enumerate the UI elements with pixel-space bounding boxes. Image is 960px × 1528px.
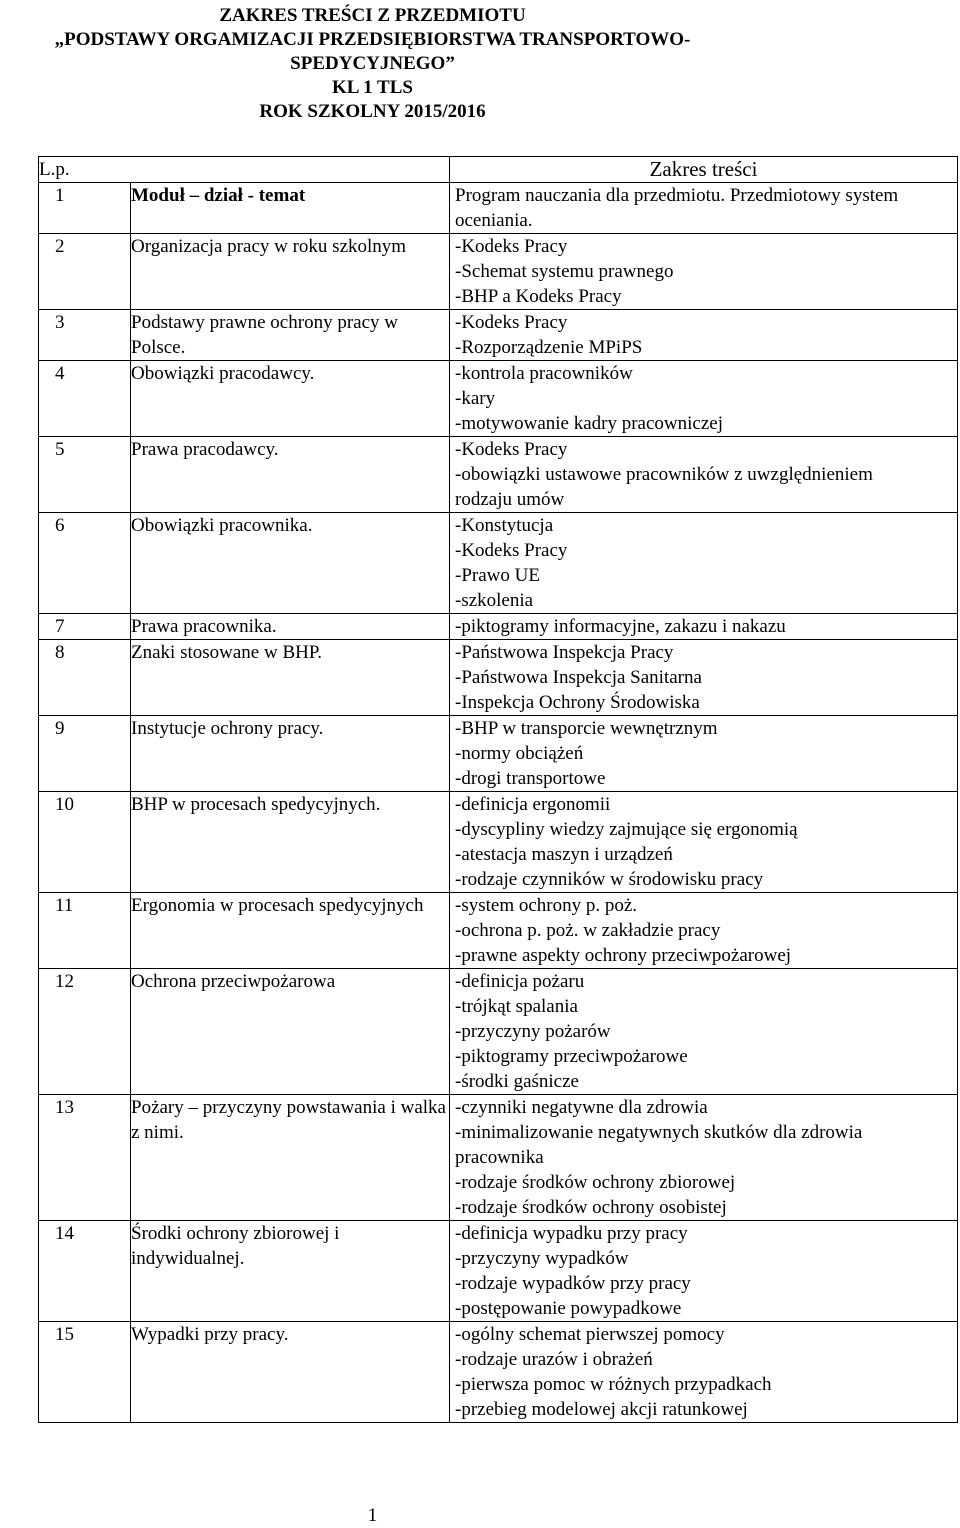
row-number: 4 (39, 361, 131, 437)
table-row (39, 1221, 958, 1322)
row-number: 11 (39, 893, 131, 969)
row-topic: Organizacja pracy w roku szkolnym (131, 236, 407, 257)
content-table (38, 156, 958, 1423)
description-line: -rodzaje środków ochrony zbiorowej (455, 1172, 736, 1193)
row-topic: Podstawy prawne ochrony pracy w Polsce. (131, 312, 398, 358)
column-header-lp-label: L.p. (39, 159, 70, 180)
row-topic-cell (131, 361, 450, 437)
description-line: -system ochrony p. poż. (455, 895, 638, 916)
table-row (39, 716, 958, 792)
description-line: -Rozporządzenie MPiPS (455, 337, 643, 358)
description-line: -pierwsza pomoc w różnych przypadkach (455, 1374, 772, 1395)
header-line-2: „PODSTAWY ORGAMIZACJI PRZEDSIĘBIORSTWA TRANSPORTOWO- (54, 29, 691, 50)
column-header-lp (39, 157, 450, 183)
table-row (39, 614, 958, 640)
row-topic-cell (131, 234, 450, 310)
row-topic-cell (131, 1322, 450, 1423)
row-description (450, 969, 958, 1095)
row-description (450, 437, 958, 513)
row-description (450, 513, 958, 614)
table-row (39, 1322, 958, 1423)
row-number: 5 (39, 437, 131, 513)
column-header-scope (450, 157, 958, 183)
description-line: -postępowanie powypadkowe (455, 1298, 682, 1319)
description-line: -dyscypliny wiedzy zajmujące się ergonomią (455, 819, 798, 840)
row-topic: Prawa pracownika. (131, 616, 277, 637)
row-topic-cell (131, 640, 450, 716)
description-line: -Państwowa Inspekcja Pracy (455, 642, 674, 663)
row-number: 9 (39, 716, 131, 792)
table-row (39, 234, 958, 310)
header-line-4: KL 1 TLS (332, 77, 413, 98)
row-topic-cell (131, 310, 450, 361)
row-description (450, 792, 958, 893)
header-line-5: ROK SZKOLNY 2015/2016 (259, 101, 486, 122)
row-topic: Prawa pracodawcy. (131, 439, 279, 460)
description-line: -definicja ergonomii (455, 794, 611, 815)
description-line: -kary (455, 388, 496, 409)
row-topic: Pożary – przyczyny powstawania i walka z nimi. (131, 1097, 446, 1143)
row-topic: Obowiązki pracodawcy. (131, 363, 315, 384)
description-line: -Kodeks Pracy (455, 312, 568, 333)
row-topic: Obowiązki pracownika. (131, 515, 313, 536)
row-number: 12 (39, 969, 131, 1095)
row-number: 7 (39, 614, 131, 640)
row-number: 6 (39, 513, 131, 614)
table-row (39, 640, 958, 716)
description-line: -Państwowa Inspekcja Sanitarna (455, 667, 702, 688)
table-row (39, 183, 958, 234)
table-row (39, 513, 958, 614)
header-line-3: SPEDYCYJNEGO” (290, 53, 455, 74)
row-number: 13 (39, 1095, 131, 1221)
description-line: -definicja pożaru (455, 971, 585, 992)
row-description (450, 1221, 958, 1322)
description-line: -prawne aspekty ochrony przeciwpożarowej (455, 945, 792, 966)
row-description (450, 640, 958, 716)
description-line: -rodzaje czynników w środowisku pracy (455, 869, 764, 890)
description-line: -atestacja maszyn i urządzeń (455, 844, 673, 865)
row-topic: Wypadki przy pracy. (131, 1324, 289, 1345)
table-row (39, 969, 958, 1095)
description-line: -przyczyny pożarów (455, 1021, 611, 1042)
row-description (450, 234, 958, 310)
description-line: -piktogramy przeciwpożarowe (455, 1046, 688, 1067)
table-row (39, 792, 958, 893)
description-line: -ochrona p. poż. w zakładzie pracy (455, 920, 721, 941)
description-line: -BHP w transporcie wewnętrznym (455, 718, 718, 739)
description-line: -obowiązki ustawowe pracowników z uwzględnieniem (455, 464, 873, 485)
row-description (450, 1095, 958, 1221)
row-topic-cell (131, 1095, 450, 1221)
description-line: -Inspekcja Ochrony Środowiska (455, 692, 700, 713)
description-line: rodzaju umów (455, 489, 565, 510)
description-line: -szkolenia (455, 590, 534, 611)
description-line: -środki gaśnicze (455, 1071, 579, 1092)
description-line: -Kodeks Pracy (455, 540, 568, 561)
description-line: oceniania. (455, 210, 533, 231)
description-line: -ogólny schemat pierwszej pomocy (455, 1324, 725, 1345)
row-number: 15 (39, 1322, 131, 1423)
description-line: -Konstytucja (455, 515, 554, 536)
description-line: -rodzaje urazów i obrażeń (455, 1349, 653, 1370)
table-row (39, 893, 958, 969)
description-line: -BHP a Kodeks Pracy (455, 286, 622, 307)
description-line: -minimalizowanie negatywnych skutków dla zdrowia (455, 1122, 863, 1143)
row-number: 8 (39, 640, 131, 716)
table-row (39, 437, 958, 513)
description-line: -kontrola pracowników (455, 363, 633, 384)
description-line: -motywowanie kadry pracowniczej (455, 413, 724, 434)
description-line: -rodzaje środków ochrony osobistej (455, 1197, 727, 1218)
row-topic-cell (131, 969, 450, 1095)
row-topic: Środki ochrony zbiorowej i indywidualnej. (131, 1223, 340, 1269)
row-description (450, 614, 958, 640)
row-description (450, 716, 958, 792)
row-number: 3 (39, 310, 131, 361)
row-topic-cell (131, 716, 450, 792)
row-topic: Ochrona przeciwpożarowa (131, 971, 336, 992)
row-topic: Ergonomia w procesach spedycyjnych (131, 895, 424, 916)
row-number: 10 (39, 792, 131, 893)
row-topic-cell (131, 1221, 450, 1322)
description-line: -rodzaje wypadków przy pracy (455, 1273, 691, 1294)
row-topic-cell (131, 183, 450, 234)
row-description (450, 183, 958, 234)
row-topic: Instytucje ochrony pracy. (131, 718, 324, 739)
page-number: 1 (367, 1505, 378, 1526)
row-topic: Znaki stosowane w BHP. (131, 642, 323, 663)
row-topic: BHP w procesach spedycyjnych. (131, 794, 381, 815)
column-header-scope-label: Zakres treści (649, 157, 758, 181)
description-line: -piktogramy informacyjne, zakazu i nakazu (455, 616, 786, 637)
description-line: Program nauczania dla przedmiotu. Przedmiotowy system (455, 185, 899, 206)
row-description (450, 893, 958, 969)
table-row (39, 1095, 958, 1221)
row-topic-cell (131, 513, 450, 614)
row-topic-cell (131, 437, 450, 513)
table-row (39, 310, 958, 361)
row-topic: Moduł – dział - temat (131, 185, 306, 206)
table-row (39, 361, 958, 437)
description-line: -przebieg modelowej akcji ratunkowej (455, 1399, 748, 1420)
row-topic-cell (131, 792, 450, 893)
row-number: 14 (39, 1221, 131, 1322)
description-line: -przyczyny wypadków (455, 1248, 629, 1269)
row-number: 2 (39, 234, 131, 310)
description-line: pracownika (455, 1147, 544, 1168)
row-description (450, 310, 958, 361)
description-line: -Schemat systemu prawnego (455, 261, 674, 282)
row-description (450, 1322, 958, 1423)
description-line: -czynniki negatywne dla zdrowia (455, 1097, 708, 1118)
description-line: -Kodeks Pracy (455, 439, 568, 460)
row-topic-cell (131, 614, 450, 640)
row-number: 1 (39, 183, 131, 234)
description-line: -drogi transportowe (455, 768, 606, 789)
description-line: -definicja wypadku przy pracy (455, 1223, 688, 1244)
row-topic-cell (131, 893, 450, 969)
row-description (450, 361, 958, 437)
description-line: -trójkąt spalania (455, 996, 578, 1017)
document-header (0, 4, 745, 124)
header-line-1: ZAKRES TREŚCI Z PRZEDMIOTU (219, 5, 526, 26)
table-header-row (39, 157, 958, 183)
description-line: -Prawo UE (455, 565, 540, 586)
description-line: -normy obciążeń (455, 743, 584, 764)
description-line: -Kodeks Pracy (455, 236, 568, 257)
